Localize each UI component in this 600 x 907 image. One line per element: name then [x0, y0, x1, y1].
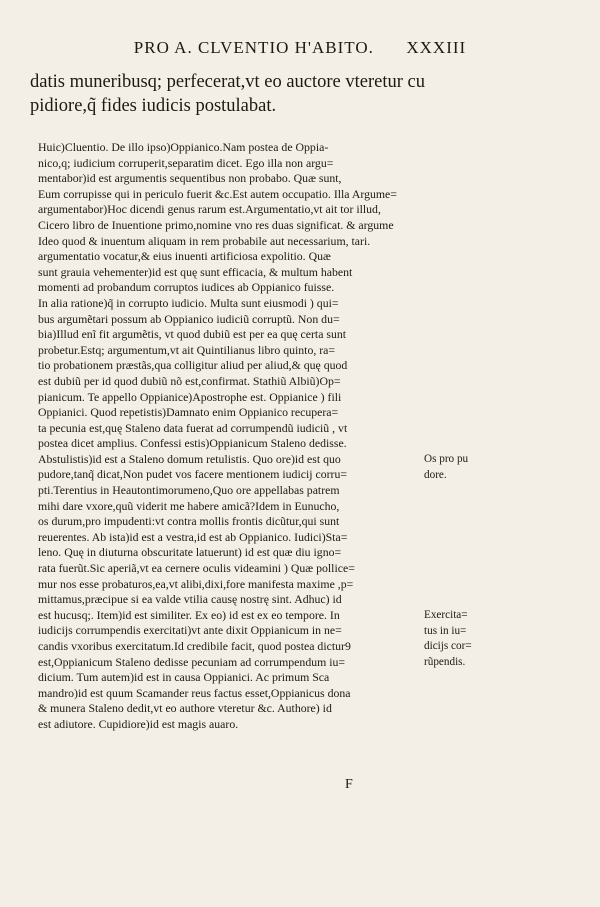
- text-line: Ideo quod & inuentum aliquam in rem probabile aut necessarium, tari.: [38, 233, 371, 248]
- text-line: candis vxoribus exercitatum.Id credibile facit, quod postea dictur9: [38, 639, 351, 653]
- text-line: momenti ad probandum corruptos iudices ab Oppianico fuisse.: [38, 280, 335, 295]
- margin-note-line: rũpendis.: [424, 655, 466, 668]
- lead-line: pidiore,q̃ fides iudicis postulabat.: [30, 96, 277, 116]
- margin-note-line: dore.: [424, 468, 447, 481]
- text-line: mur nos esse probaturos,ea,vt alibi,dixi,fore manifesta maxime ,p=: [38, 576, 354, 591]
- text-line: est hucusq;. Item)id est similiter. Ex eo) id est ex eo tempore. In: [38, 607, 340, 622]
- text-line: sunt grauia vehementer)id est quę sunt efficacia, & multum habent: [38, 264, 353, 279]
- text-line: Huic)Cluentio. De illo ipso)Oppianico.Nam postea de Oppia-: [38, 140, 329, 154]
- text-line: argumentabor)Hoc dicendi genus rarum est.Argumentatio,vt ait tor illud,: [38, 202, 381, 217]
- text-line: Eum corrupisse qui in periculo fuerit &c.Est autem occupatio. Illa Argume=: [38, 186, 397, 201]
- text-line: est,Oppianicum Staleno dedisse pecuniam ad corrumpendum iu=: [38, 654, 346, 669]
- margin-note-line: Exercita=: [424, 609, 468, 621]
- margin-note-exercitatus: [424, 608, 504, 670]
- text-line: reuerentes. Ab ista)id est a vestra,id est ab Oppianico. Iudici)Sta=: [38, 529, 348, 544]
- text-line: probetur.Estq; argumentum,vt ait Quintilianus libro quinto, ra=: [38, 342, 336, 357]
- lead-text: [30, 70, 430, 118]
- text-line: mentabor)id est argumentis sequentibus non probabo. Quæ sunt,: [38, 171, 342, 186]
- text-line: est dubiũ per id quod dubiũ nõ est,confirmat. Stathiũ Albiũ)Op=: [38, 373, 341, 388]
- text-line: mandro)id est quum Scamander reus factus esset,Oppianicus dona: [38, 685, 351, 700]
- text-line: Oppianici. Quod repetistis)Damnato enim Oppianico recupera=: [38, 405, 339, 420]
- text-line: pudore,tanq̃ dicat,Non pudet vos facere mentionem iudicij corru=: [38, 467, 348, 482]
- text-line: mihi dare vxore,quũ viderit me habere amicã?Idem in Eunucho,: [38, 498, 340, 513]
- margin-note-line: dicijs cor=: [424, 640, 472, 653]
- text-line: argumentatio vocatur,& eius inuenti artificiosa expolitio. Quæ: [38, 249, 331, 264]
- text-line: tio probationem præstãs,qua colligitur aliud per aliud,& quę quod: [38, 358, 348, 373]
- margin-note-line: Os pro pu: [424, 453, 469, 465]
- header-title: PRO A. CLVENTIO H'ABITO.: [133, 38, 374, 57]
- text-line: postea dicet amplius. Confessi estis)Oppianicum Staleno dedisse.: [38, 436, 347, 451]
- text-line: Cicero libro de Inuentione primo,nomine vno res duas significat. & argume: [38, 217, 394, 232]
- commentary-text: [38, 140, 430, 733]
- running-header: [30, 38, 570, 58]
- text-line: bia)Illud enĩ fit argumẽtis, vt quod dubiũ est per ea quę certa sunt: [38, 327, 347, 342]
- text-line: nico,q; iudicium corruperit,separatim dicet. Ego illa non argu=: [38, 155, 334, 170]
- signature-mark: F: [345, 777, 353, 792]
- page-number: XXXIII: [406, 38, 467, 57]
- text-line: est adiutore. Cupidiore)id est magis auaro.: [38, 716, 239, 731]
- text-line: & munera Staleno dedit,vt eo authore vteretur &c. Authore) id: [38, 701, 332, 716]
- lead-line: datis muneribusq; perfecerat,vt eo auctore vteretur cu: [30, 72, 426, 92]
- text-line: Abstulistis)id est a Staleno domum retulistis. Quo ore)id est quo: [38, 451, 341, 466]
- text-line: pianicum. Te appello Oppianice)Apostrophe est. Oppianice ) fili: [38, 389, 342, 404]
- text-line: rata fuerũt.Sic aperiã,vt ea cernere oculis videamini ) Quæ pollice=: [38, 561, 355, 576]
- text-line: bus argumẽtari possum ab Oppianico iudiciũ corruptũ. Non du=: [38, 311, 340, 326]
- text-line: In alia ratione)q̃ in corrupto iudicio. Multa sunt eiusmodi ) qui=: [38, 295, 339, 310]
- text-line: dicium. Tum autem)id est in causa Oppianici. Ac primum Sca: [38, 670, 330, 685]
- text-line: iudicijs corrumpendis exercitati)vt ante dixit Oppianicum in ne=: [38, 623, 342, 638]
- text-line: leno. Quę in diuturna obscuritate latuerunt) id est quæ diu igno=: [38, 545, 342, 560]
- text-line: os durum,pro impudenti:vt contra mollis frontis dicũtur,qui sunt: [38, 514, 340, 529]
- text-line: ta pecunia est,quę Staleno data fuerat ad corrumpendũ iudiciũ , vt: [38, 420, 348, 435]
- margin-note-line: tus in iu=: [424, 624, 467, 637]
- margin-note-os-pro-pudore: [424, 452, 504, 483]
- text-line: mittamus,præcipue si ea valde vtilia causę nostrę sint. Adhuc) id: [38, 592, 342, 607]
- text-line: pti.Terentius in Heautontimorumeno,Quo ore appellabas patrem: [38, 483, 340, 498]
